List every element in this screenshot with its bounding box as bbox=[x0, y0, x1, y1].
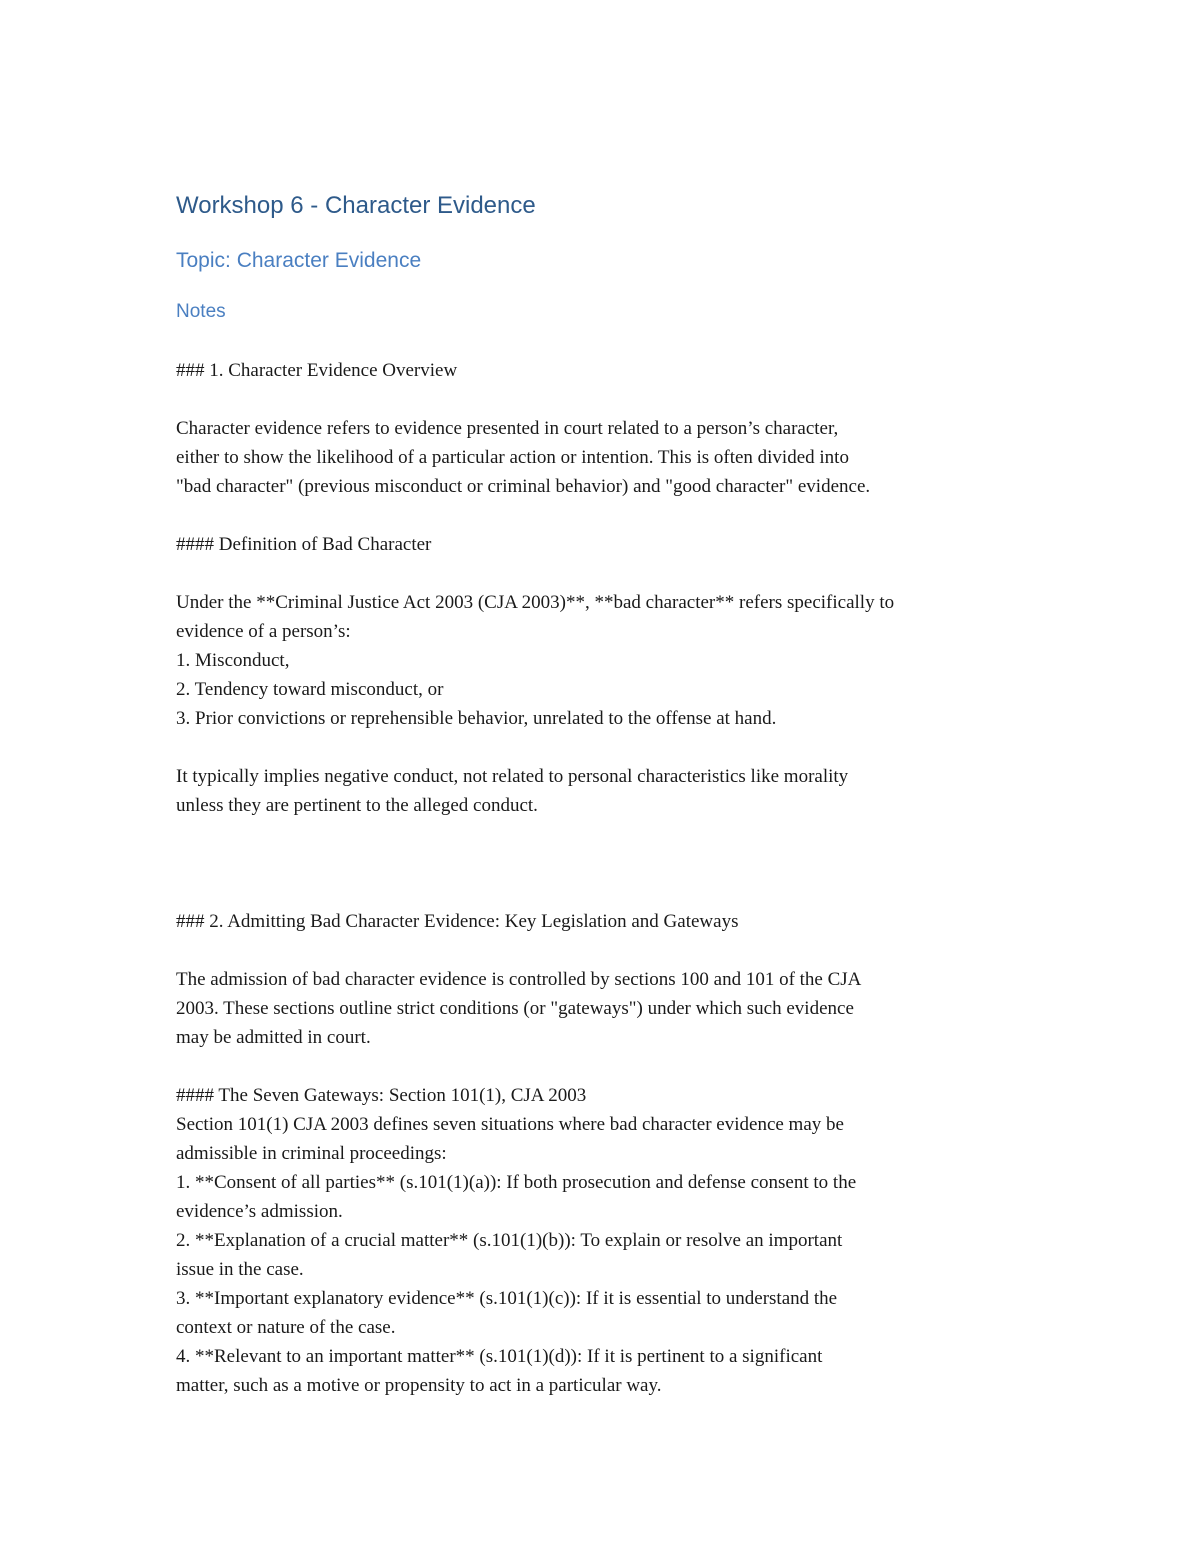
implication-paragraph bbox=[176, 762, 1036, 820]
document-content bbox=[176, 190, 1036, 1429]
list-item: 4. **Relevant to an important matter** (s.101(1)(d)): If it is pertinent to a significant bbox=[176, 1346, 823, 1367]
definition-heading: #### Definition of Bad Character bbox=[176, 534, 432, 555]
paragraph-line: Section 101(1) CJA 2003 defines seven situations where bad character evidence may be bbox=[176, 1114, 844, 1135]
paragraph-line: The admission of bad character evidence is controlled by sections 100 and 101 of the CJA bbox=[176, 969, 862, 990]
list-item: 1. **Consent of all parties** (s.101(1)(a)): If both prosecution and defense consent to the bbox=[176, 1172, 857, 1193]
section2-heading: ### 2. Admitting Bad Character Evidence: Key Legislation and Gateways bbox=[176, 911, 739, 932]
section-spacer bbox=[176, 849, 1036, 907]
paragraph-line: admissible in criminal proceedings: bbox=[176, 1143, 447, 1164]
list-item: matter, such as a motive or propensity to act in a particular way. bbox=[176, 1375, 662, 1396]
paragraph-line: 2003. These sections outline strict conditions (or "gateways") under which such evidence bbox=[176, 998, 854, 1019]
definition-paragraph bbox=[176, 588, 1036, 733]
notes-heading: Notes bbox=[176, 301, 226, 322]
section1-heading: ### 1. Character Evidence Overview bbox=[176, 360, 458, 381]
paragraph-line: Under the **Criminal Justice Act 2003 (CJA 2003)**, **bad character** refers specifically to bbox=[176, 592, 895, 613]
paragraph-line: evidence of a person’s: bbox=[176, 621, 351, 642]
paragraph-line: either to show the likelihood of a particular action or intention. This is often divided into bbox=[176, 447, 849, 468]
list-item: evidence’s admission. bbox=[176, 1201, 343, 1222]
paragraph-line: It typically implies negative conduct, not related to personal characteristics like morality bbox=[176, 766, 849, 787]
gateways-heading: #### The Seven Gateways: Section 101(1), CJA 2003 bbox=[176, 1085, 587, 1106]
gateways-paragraph bbox=[176, 1081, 1036, 1400]
paragraph-line: unless they are pertinent to the alleged conduct. bbox=[176, 795, 538, 816]
document-title: Workshop 6 - Character Evidence bbox=[176, 192, 536, 219]
list-item: 3. **Important explanatory evidence** (s.101(1)(c)): If it is essential to understand the bbox=[176, 1288, 838, 1309]
list-item: 1. Misconduct, bbox=[176, 650, 290, 671]
section1-intro bbox=[176, 414, 1036, 501]
paragraph-line: may be admitted in court. bbox=[176, 1027, 371, 1048]
list-item: issue in the case. bbox=[176, 1259, 304, 1280]
paragraph-line: "bad character" (previous misconduct or criminal behavior) and "good character" evidence. bbox=[176, 476, 871, 497]
list-item: context or nature of the case. bbox=[176, 1317, 396, 1338]
section2-intro bbox=[176, 965, 1036, 1052]
list-item: 3. Prior convictions or reprehensible behavior, unrelated to the offense at hand. bbox=[176, 708, 777, 729]
list-item: 2. **Explanation of a crucial matter** (s.101(1)(b)): To explain or resolve an important bbox=[176, 1230, 843, 1251]
topic-heading: Topic: Character Evidence bbox=[176, 249, 422, 272]
paragraph-line: Character evidence refers to evidence presented in court related to a person’s character, bbox=[176, 418, 839, 439]
list-item: 2. Tendency toward misconduct, or bbox=[176, 679, 444, 700]
